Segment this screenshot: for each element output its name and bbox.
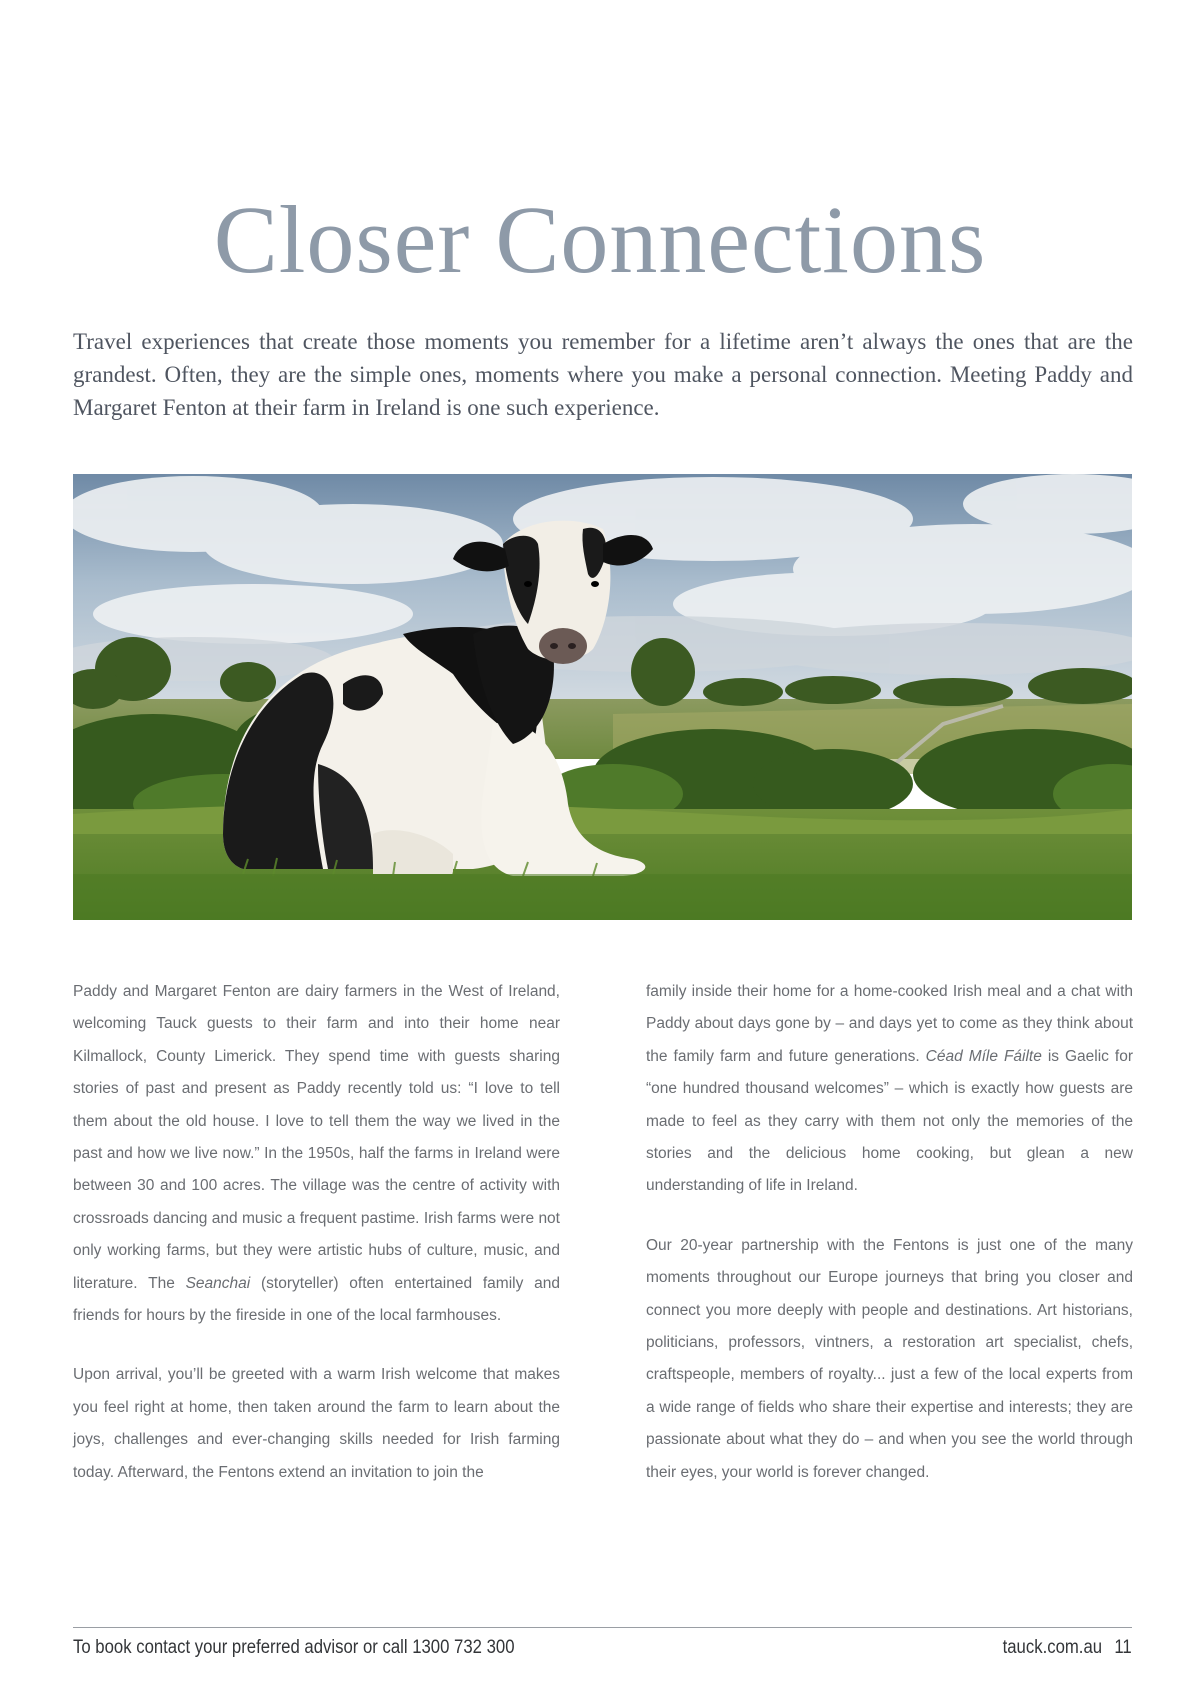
body-text: family inside their home for a home-cooked Irish meal and a chat with Paddy about days gone by – and days yet to come as they think about the family farm and future generations.: [646, 983, 1133, 1065]
body-text: is Gaelic for “one hundred thousand welcomes” – which is exactly how guests are made to feel as they carry with them not only the memories of the stories and the delicious home cooking, but glean a new understanding of life in Ireland.: [646, 1047, 1133, 1195]
body-paragraph: Our 20-year partnership with the Fentons is just one of the many moments throughout our Europe journeys that bring you closer and connect you more deeply with people and destinations. Art historians, politicians, professors, vintners, a restoration art specialist, chefs, craftspeople, members of royalty... just a few of the local experts from a wide range of fields who share their expertise and interests; they are passionate about what they do – and when you see the world through their eyes, your world is forever changed.: [646, 1236, 1133, 1481]
page-number: 11: [1114, 1637, 1132, 1658]
footer-right: [1003, 1637, 1132, 1659]
body-column-left: [73, 976, 560, 1516]
body-column-right: [646, 976, 1133, 1516]
footer-contact: To book contact your preferred advisor or call 1300 732 300: [73, 1637, 515, 1658]
page-title: Closer Connections: [213, 186, 987, 293]
footer-divider: [73, 1627, 1132, 1628]
cow-photo: [73, 474, 1132, 920]
footer-website: tauck.com.au: [1002, 1637, 1103, 1658]
body-paragraph: Upon arrival, you’ll be greeted with a warm Irish welcome that makes you feel right at home, then taken around the farm to learn about the joys, challenges and ever-changing skills needed for Irish farming today. Afterward, the Fentons extend an invitation to join the: [73, 1366, 560, 1481]
body-text: Paddy and Margaret Fenton are dairy farmers in the West of Ireland, welcoming Tauck guests to their farm and into their home near Kilmallock, County Limerick. They spend time with guests sharing stories of past and present as Paddy recently told us: “I love to tell them about the old house. I love to tell them the way we lived in the past and how we live now.” In the 1950s, half the farms in Ireland were between 30 and 100 acres. The village was the centre of activity with crossroads dancing and music a frequent pastime. Irish farms were not only working farms, but they were artistic hubs of culture, music, and literature. The: [73, 983, 560, 1292]
body-text: (storyteller) often entertained family and friends for hours by the fireside in one of the local farmhouses.: [73, 1274, 560, 1325]
body-paragraph: [73, 976, 560, 1332]
body-paragraph: [646, 976, 1133, 1203]
body-emphasis: Seanchai: [185, 1274, 251, 1292]
body-emphasis: Céad Míle Fáilte: [925, 1047, 1042, 1065]
intro-paragraph: Travel experiences that create those moments you remember for a lifetime aren’t always the ones that are the grandest. Often, they are the simple ones, moments where you make a personal connection. Meeting Paddy and Margaret Fenton at their farm in Ireland is one such experience.: [73, 329, 1133, 420]
